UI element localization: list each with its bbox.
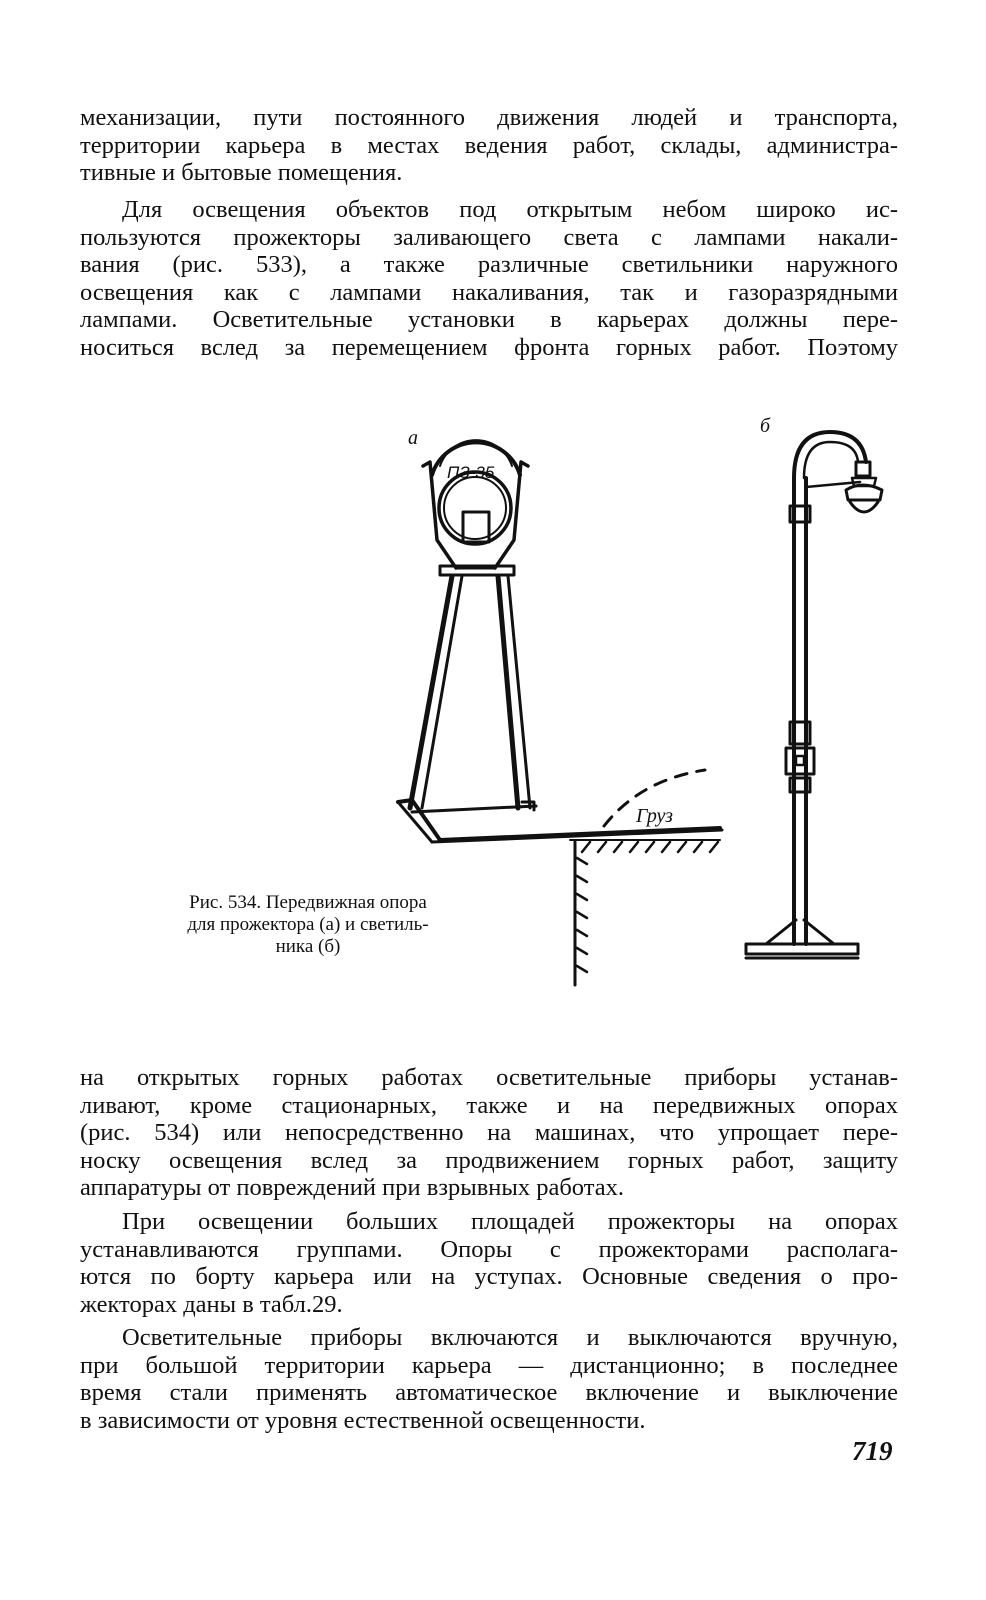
text-line: механизации, пути постоянного движения людей и транспорта,: [80, 104, 898, 131]
text-line: лампами. Осветительные установки в карьерах должны пере-: [80, 306, 898, 334]
text-line: тивные и бытовые помещения.: [80, 159, 403, 187]
text-line: пользуются прожекторы заливающего света с лампами накали-: [80, 223, 898, 251]
text-line: время стали применять автоматическое включение и выключение: [80, 1379, 898, 1407]
lamp-pole-drawing: [746, 432, 882, 958]
text-line: на открытых горных работах осветительные приборы устанав-: [80, 1064, 898, 1091]
page-number: 719: [852, 1436, 893, 1466]
text-line: в зависимости от уровня естественной освещенности.: [80, 1406, 646, 1434]
text-line: (рис. 534) или непосредственно на машинах, что упрощает пере-: [80, 1119, 898, 1147]
text-line: территории карьера в местах ведения работ, склады, администра-: [80, 131, 898, 159]
caption-line: Рис. 534. Передвижная опора: [189, 892, 427, 913]
text-line: Осветительные приборы включаются и выключаются вручную,: [122, 1324, 898, 1351]
figure-label-b: б: [760, 415, 771, 437]
text-line: При освещении больших площадей прожекторы на опорах: [122, 1208, 898, 1235]
text-line: вания (рис. 533), а также различные светильники наружного: [80, 251, 898, 279]
paragraph-5: [80, 1324, 898, 1434]
ground-hatching-drawing: [570, 840, 720, 985]
text-line: носиться вслед за перемещением фронта горных работ. Поэтому: [80, 333, 898, 361]
text-line: жекторах даны в табл.29.: [80, 1290, 343, 1318]
caption-line: для прожектора (а) и светиль-: [187, 914, 429, 935]
text-line: ются по борту карьера или на уступах. Основные сведения о про-: [80, 1263, 898, 1291]
text-line: носку освещения вслед за продвижением горных работ, защиту: [80, 1146, 898, 1174]
figure-label-a: а: [408, 427, 418, 449]
text-line: устанавливаются группами. Опоры с прожекторами располага-: [80, 1235, 898, 1263]
weight-label: Груз: [636, 805, 673, 827]
caption-line: ника (б): [275, 936, 341, 957]
text-line: аппаратуры от повреждений при взрывных работах.: [80, 1174, 624, 1202]
text-line: освещения как с лампами накаливания, так и газоразрядными: [80, 278, 898, 306]
projector-stand-drawing: [398, 440, 722, 842]
text-line: ливают, кроме стационарных, также и на передвижных опорах: [80, 1091, 898, 1119]
projector-model-label: ПЗ-35: [447, 463, 495, 482]
text-line: Для освещения объектов под открытым небом широко ис-: [122, 196, 898, 223]
paragraph-4: [80, 1208, 898, 1318]
paragraph-3: [80, 1064, 898, 1202]
figure-caption: [140, 892, 476, 958]
text-line: при большой территории карьера — дистанционно; в последнее: [80, 1351, 898, 1379]
